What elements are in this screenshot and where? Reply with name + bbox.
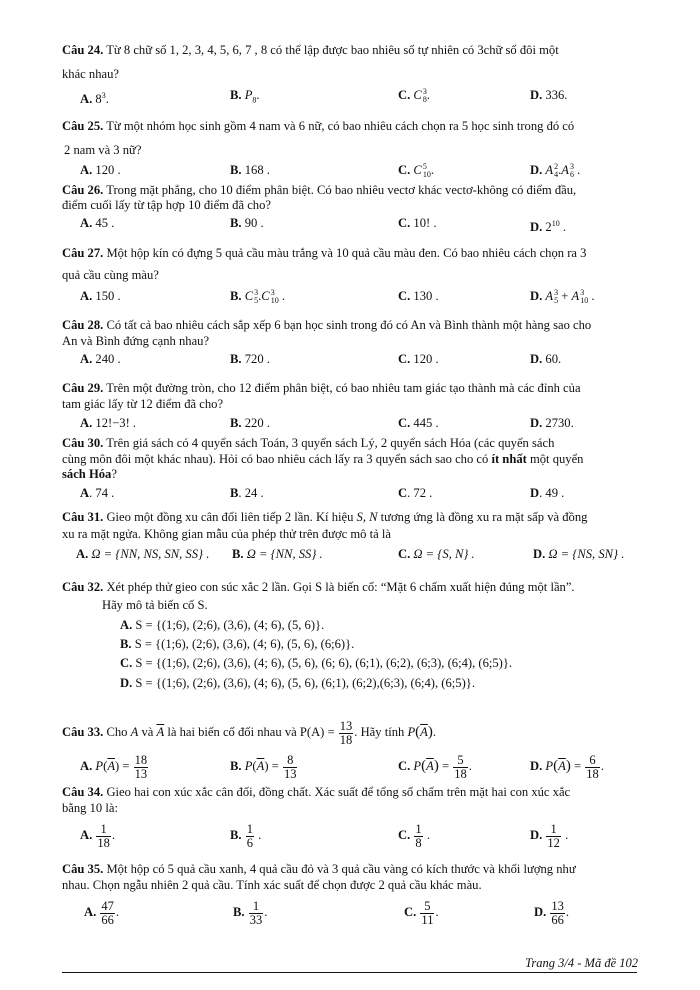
probability-p: P [244, 759, 253, 773]
numerator: 1 [246, 821, 253, 836]
question-25-text-cont: 2 nam và 3 nữ? [64, 143, 142, 157]
option-value: 90 . [244, 216, 264, 230]
option-value: C [413, 163, 422, 177]
option-value: S = {(1;6), (2;6), (3,6), (4; 6), (5, 6)}. [135, 618, 325, 632]
event-a-complement: $\overline{A}$ [256, 759, 265, 773]
equals: = [570, 759, 585, 773]
period: . [264, 905, 268, 919]
question-text: và [138, 725, 157, 739]
option-label: D. [534, 905, 547, 919]
option-value: C [413, 88, 422, 102]
option-value: A [545, 289, 554, 303]
question-27-text [62, 246, 658, 261]
period: . [281, 289, 285, 303]
question-28-text-cont: An và Bình đứng cạnh nhau? [62, 334, 210, 348]
numerator: 6 [585, 754, 600, 768]
option-label: B. [232, 547, 244, 561]
q31-option-b[interactable] [232, 547, 323, 562]
option-value: C [261, 289, 270, 303]
question-label: Câu 24. [62, 43, 104, 57]
period: . [435, 905, 439, 919]
option-value: P [244, 88, 253, 102]
numerator: 13 [551, 898, 564, 913]
probability-p: P [413, 759, 422, 773]
q25-option-b[interactable] [230, 163, 270, 178]
option-value: 120 . [413, 352, 439, 366]
period: . [430, 163, 434, 177]
q27-option-a[interactable] [80, 289, 121, 304]
option-label: B. [230, 352, 242, 366]
option-label: D [530, 486, 540, 500]
numerator: 8 [283, 754, 298, 768]
q31-option-c[interactable] [398, 547, 475, 562]
option-label: A. [120, 618, 133, 632]
denominator: 18 [586, 766, 599, 781]
denominator: 11 [421, 912, 434, 927]
question-text: một quyển [526, 452, 584, 466]
question-text: Một hộp có 5 quả cầu xanh, 4 quả cầu đỏ và 3 quả cầu vàng có kích thước và khối lượng như [103, 862, 576, 876]
question-text: Xét phép thử gieo con súc xắc 2 lần. Gọi S là biến cố: “Mặt 6 chấm xuất hiện đúng một lần”. [103, 580, 575, 594]
question-30-text-cont2 [62, 467, 658, 482]
q32-option-a[interactable] [120, 618, 324, 633]
numerator: 1 [415, 821, 422, 836]
q28-option-a[interactable] [80, 352, 121, 367]
option-label: A. [80, 289, 93, 303]
period: . [565, 828, 569, 842]
period: . [577, 163, 581, 177]
option-value: 60. [545, 352, 562, 366]
event-a-complement: $\overline{A}$ [107, 759, 116, 773]
option-value: C [244, 289, 254, 303]
question-text: tương ứng là đồng xu ra mặt sấp và đồng [377, 510, 588, 524]
option-value: 220 . [244, 416, 270, 430]
option-label: B [230, 486, 239, 500]
fraction [420, 900, 434, 927]
option-label: D. [530, 220, 543, 235]
option-value: 130 . [413, 289, 439, 303]
event-a: A [130, 725, 139, 739]
option-label: C. [398, 547, 411, 561]
q24-option-c[interactable] [398, 88, 430, 104]
option-label: C. [398, 216, 411, 230]
option-value: A [561, 163, 569, 177]
option-label: C. [398, 163, 411, 177]
denominator: 18 [339, 732, 353, 747]
equals: = [438, 759, 453, 773]
option-value: 120 . [95, 163, 121, 177]
question-label: Câu 31. [62, 510, 104, 524]
fraction [283, 754, 298, 781]
superscript: 3 [569, 162, 574, 172]
event-a-complement: $\overline{A}$ [426, 759, 434, 773]
event-a-complement: $\overline{A}$ [420, 725, 428, 739]
question-32-text [62, 580, 658, 595]
fraction [249, 900, 264, 927]
sup-sub [580, 289, 588, 305]
subscript: 6 [569, 170, 574, 180]
option-label: B. [120, 637, 132, 651]
option-value: 2 [545, 220, 552, 235]
question-label: Câu 28. [62, 318, 104, 332]
q25-option-d[interactable] [530, 163, 580, 179]
denominator: 33 [249, 912, 263, 927]
fraction [96, 823, 111, 850]
denominator: 13 [283, 766, 297, 781]
q33-option-c[interactable]: C. $P(\overline{A})$ = $\frac{5}{18}$ . [398, 752, 472, 781]
option-label: C. [120, 656, 133, 670]
probability-p: P [95, 759, 104, 773]
q30-option-a[interactable] [80, 486, 114, 501]
q26-option-a[interactable] [80, 216, 114, 231]
question-label: Câu 35. [62, 862, 104, 876]
option-value: S = {(1;6), (2;6), (3,6), (4; 6), (5, 6), (6; 6), (6;1), (6;2), (6;3), (6;4), (6;5)}. [135, 656, 513, 670]
subscript: 10 [422, 170, 431, 180]
option-value: 720 . [244, 352, 270, 366]
option-value: A [545, 163, 554, 177]
exponent: 3 [101, 91, 106, 100]
question-35-text-cont: nhau. Chọn ngẫu nhiên 2 quả cầu. Tính xác suất để chọn được 2 quả cầu khác màu. [62, 878, 482, 892]
question-35-text [62, 862, 658, 877]
denominator: 8 [415, 835, 422, 850]
numerator: 1 [249, 900, 264, 914]
question-34-text-cont: bằng 10 là: [62, 801, 118, 815]
denominator: 6 [246, 835, 253, 850]
option-value: 168 . [244, 163, 270, 177]
option-label: A. [80, 163, 93, 177]
q28-option-d[interactable] [530, 352, 561, 367]
question-text: Trên một đường tròn, cho 12 điểm phân biệt, có bao nhiêu tam giác tạo thành mà các đỉnh của [103, 381, 581, 395]
superscript: 3 [422, 87, 427, 97]
period: . [111, 828, 116, 842]
subscript: 4 [554, 170, 559, 180]
q24-option-a[interactable] [80, 88, 109, 107]
option-label: A. [80, 216, 93, 230]
option-label: C. [398, 289, 411, 303]
period: . [468, 759, 472, 773]
option-label: D. [530, 352, 543, 366]
q35-option-b[interactable] [233, 896, 267, 928]
option-value: . 74 . [89, 486, 115, 500]
footer-divider [62, 972, 637, 973]
period: . [562, 220, 567, 235]
q34-option-d[interactable] [530, 819, 568, 851]
question-text: Cho [103, 725, 131, 739]
option-label: A. [80, 828, 93, 842]
option-label: D. [530, 416, 543, 430]
q33-option-b[interactable]: B. $P(\overline{A})$ = $\frac{8}{13}$ [230, 752, 297, 781]
q32-option-b[interactable] [120, 637, 354, 652]
subscript: 10 [270, 296, 279, 306]
denominator: 13 [134, 766, 148, 781]
option-label: B. [230, 759, 242, 773]
option-label: A. [80, 352, 93, 366]
fraction [453, 754, 468, 781]
fraction [134, 754, 149, 781]
option-value: S = {(1;6), (2;6), (3,6), (4; 6), (5, 6), (6;6)}. [134, 637, 355, 651]
numerator: 5 [453, 754, 468, 768]
option-value: 2730. [545, 416, 574, 430]
event-a-complement: $\overline{A}$ [558, 759, 566, 773]
exponent: 10 [551, 219, 560, 228]
option-label: D. [530, 289, 543, 303]
q33-option-a[interactable]: A. $P(\overline{A})$ = $\frac{18}{13}$ [80, 752, 148, 781]
question-24-text [62, 43, 658, 58]
option-value: 445 . [413, 416, 439, 430]
probability-p: P [545, 759, 554, 773]
q28-option-b[interactable] [230, 352, 270, 367]
option-label: D. [533, 547, 546, 561]
q26-option-b[interactable] [230, 216, 264, 231]
question-32-text-cont: Hãy mô tả biến cố S. [102, 598, 208, 612]
option-label: A. [80, 416, 93, 430]
q30-option-c[interactable] [398, 486, 432, 501]
question-31-text-cont: xu ra mặt ngửa. Không gian mẫu của phép thử trên được mô tả là [62, 527, 391, 541]
period: . [115, 905, 120, 919]
probability-p: P [407, 725, 416, 739]
emphasis: ít nhất [491, 452, 527, 466]
q35-option-d[interactable] [534, 896, 569, 928]
question-24-text-cont: khác nhau? [62, 67, 119, 81]
subscript: 5 [254, 296, 259, 306]
fraction [550, 900, 565, 927]
question-label: Câu 25. [62, 119, 104, 133]
q24-option-b[interactable] [230, 88, 260, 108]
option-label: C. [398, 759, 411, 773]
page-footer: Trang 3/4 - Mã đề 102 [525, 956, 638, 970]
denominator: 66 [101, 912, 114, 927]
superscript: 3 [580, 288, 585, 298]
option-label: D. [120, 676, 133, 690]
superscript: 5 [422, 162, 427, 172]
superscript: 3 [270, 288, 275, 298]
question-text: Một hộp kín có đựng 5 quả cầu màu trắng và 10 quả cầu màu đen. Có bao nhiêu cách chọn ra 3 [103, 246, 587, 260]
subscript: 10 [580, 296, 589, 306]
fraction [585, 754, 600, 781]
period: . [105, 92, 109, 107]
sup-sub [271, 289, 279, 305]
period: . [426, 88, 430, 102]
option-label: A. [84, 905, 97, 919]
q29-option-a[interactable] [80, 416, 136, 431]
q27-option-c[interactable] [398, 289, 439, 304]
option-value: Ω = {NS, SN} . [548, 547, 625, 561]
question-text: Từ một nhóm học sinh gồm 4 nam và 6 nữ, có bao nhiêu cách chọn ra 5 học sinh trong đó có [103, 119, 575, 133]
plus-operator: + [558, 289, 572, 303]
option-value: Ω = {NN, SS} . [246, 547, 323, 561]
q31-option-d[interactable] [533, 547, 624, 562]
symbols: S, N [356, 510, 378, 524]
subscript: 8 [252, 95, 257, 105]
option-label: A. [80, 92, 93, 107]
fraction [100, 900, 115, 927]
multiply-dot: . [558, 163, 562, 177]
option-label: C. [404, 905, 417, 919]
option-label: D. [530, 759, 543, 773]
question-25-text [62, 119, 658, 134]
question-text: Gieo một đồng xu cân đối liên tiếp 2 lần. Kí hiệu [103, 510, 357, 524]
option-label: C. [398, 828, 411, 842]
option-value: S = {(1;6), (2;6), (3,6), (4; 6), (5, 6), (6;1), (6;2),(6;3), (6;4), (6;5)}. [135, 676, 475, 690]
question-label: Câu 30. [62, 436, 104, 450]
numerator: 1 [96, 823, 111, 837]
subscript: 8 [422, 95, 427, 105]
q26-option-c[interactable] [398, 216, 437, 231]
fraction [546, 823, 561, 850]
option-label: C. [398, 416, 411, 430]
emphasis: sách Hóa [62, 467, 112, 481]
q27-option-d[interactable] [530, 289, 595, 305]
question-33-text: Câu 33. Cho A và $\overline{A}$ là hai biến cố đối nhau và P(A) = $\frac{13}{18}$ . Hãy tính $P(\overline{A})$. [62, 718, 436, 747]
option-value: 8 [95, 92, 102, 107]
period: . [432, 725, 436, 739]
subscript: 5 [554, 296, 559, 306]
fraction [414, 823, 422, 850]
option-label: C. [398, 352, 411, 366]
question-label: Câu 33. [62, 725, 104, 739]
q35-option-c[interactable] [404, 896, 439, 928]
question-label: Câu 26. [62, 183, 104, 197]
option-label: B. [230, 216, 242, 230]
option-label: D. [530, 828, 543, 842]
numerator: 13 [339, 718, 353, 733]
question-29-text [62, 381, 658, 396]
q32-option-c[interactable] [120, 656, 512, 671]
option-label: D. [530, 163, 543, 177]
numerator: 1 [546, 823, 561, 837]
denominator: 12 [547, 835, 560, 850]
denominator: 18 [97, 835, 110, 850]
numerator: 5 [420, 900, 434, 914]
equals: = [119, 759, 133, 773]
option-value: 150 . [95, 289, 121, 303]
denominator: 18 [454, 766, 467, 781]
option-label: B. [230, 828, 242, 842]
option-value: Ω = {S, N} . [413, 547, 475, 561]
q34-option-b[interactable] [230, 819, 261, 851]
denominator: 66 [551, 912, 564, 927]
option-value: 45 . [95, 216, 115, 230]
question-text: cùng môn đôi một khác nhau). Hỏi có bao nhiêu cách lấy ra 3 quyển sách sao cho có [62, 452, 492, 466]
option-value: A [571, 289, 580, 303]
q26-option-d[interactable] [530, 216, 566, 235]
question-28-text [62, 318, 658, 333]
question-30-text [62, 436, 658, 451]
option-value: 240 . [95, 352, 121, 366]
q29-option-b[interactable] [230, 416, 270, 431]
question-30-text-cont [62, 452, 658, 467]
q24-option-d[interactable] [530, 88, 567, 103]
option-label: B. [233, 905, 245, 919]
question-27-text-cont: quả cầu cùng màu? [62, 268, 159, 282]
question-text: Từ 8 chữ số 1, 2, 3, 4, 5, 6, 7 , 8 có thể lập được bao nhiêu số tự nhiên có 3chữ số đôi một [103, 43, 559, 57]
option-label: C [398, 486, 408, 500]
question-label: Câu 29. [62, 381, 104, 395]
q30-option-b[interactable] [230, 486, 264, 501]
period: . [256, 88, 260, 102]
option-value: 336. [545, 88, 568, 102]
question-text: Trong mặt phẳng, cho 10 điểm phân biệt. Có bao nhiêu vectơ khác vectơ-không có điểm đầu, [103, 183, 577, 197]
question-text: Trên giá sách có 4 quyển sách Toán, 3 quyển sách Lý, 2 quyển sách Hóa (các quyển sách [103, 436, 555, 450]
question-26-text-cont: điểm cuối lấy từ tập hợp 10 điểm đã cho? [62, 198, 271, 212]
q35-option-a[interactable] [84, 896, 119, 928]
option-value: Ω = {NN, NS, SN, SS} . [91, 547, 210, 561]
q32-option-d[interactable] [120, 676, 475, 691]
q27-option-b[interactable] [230, 289, 285, 305]
equals: = [268, 759, 282, 773]
question-text: là hai biến cố đối nhau và P(A) = [164, 725, 338, 739]
option-label: B. [230, 163, 242, 177]
option-label: A. [76, 547, 89, 561]
q29-option-d[interactable] [530, 416, 574, 431]
event-a-complement: $\overline{A}$ [156, 725, 165, 739]
q34-option-c[interactable] [398, 819, 430, 851]
option-label: A. [80, 759, 93, 773]
option-label: D. [530, 88, 543, 102]
numerator: 18 [134, 752, 148, 767]
period: . [565, 905, 570, 919]
question-26-text [62, 183, 658, 198]
q30-option-d[interactable] [530, 486, 564, 501]
period: . [426, 828, 430, 842]
question-label: Câu 27. [62, 246, 104, 260]
numerator: 47 [101, 898, 114, 913]
question-text: Gieo hai con xúc xắc cân đối, đồng chất. Xác suất để tổng số chấm trên mặt hai con xúc xắc [103, 785, 571, 799]
fraction [339, 720, 354, 747]
question-mark: ? [111, 467, 117, 481]
option-label: B. [230, 416, 242, 430]
option-label: C. [398, 88, 411, 102]
q25-option-a[interactable] [80, 163, 121, 178]
superscript: 2 [554, 162, 559, 172]
option-value: . 49 . [539, 486, 565, 500]
q31-option-a[interactable] [76, 547, 209, 562]
question-label: Câu 34. [62, 785, 104, 799]
question-text: . Hãy tính [354, 725, 408, 739]
period: . [258, 828, 262, 842]
option-label: B. [230, 289, 242, 303]
question-label: Câu 32. [62, 580, 104, 594]
q28-option-c[interactable] [398, 352, 439, 367]
period: . [600, 759, 604, 773]
period: . [591, 289, 595, 303]
q33-option-d[interactable]: D. $P(\overline{A})$ = $\frac{6}{18}$ . [530, 752, 604, 781]
option-value: . 72 . [407, 486, 433, 500]
option-value: 12!−3! . [95, 416, 137, 430]
q29-option-c[interactable] [398, 416, 439, 431]
option-label: A [80, 486, 90, 500]
question-text: Có tất cả bao nhiêu cách sắp xếp 6 bạn học sinh trong đó có An và Bình thành một hàng sao cho [103, 318, 592, 332]
question-29-text-cont: tam giác lấy từ 12 điểm đã cho? [62, 397, 224, 411]
multiply-dot: . [258, 289, 262, 303]
fraction [246, 823, 254, 850]
sup-sub [570, 163, 574, 179]
option-label: B. [230, 88, 242, 102]
sup-sub [423, 163, 431, 179]
superscript: 3 [254, 288, 259, 298]
option-value: 10! . [413, 216, 437, 230]
question-34-text [62, 785, 658, 800]
question-31-text [62, 510, 658, 525]
superscript: 3 [554, 288, 559, 298]
q34-option-a[interactable] [80, 819, 115, 851]
q25-option-c[interactable] [398, 163, 434, 179]
option-value: . 24 . [238, 486, 264, 500]
